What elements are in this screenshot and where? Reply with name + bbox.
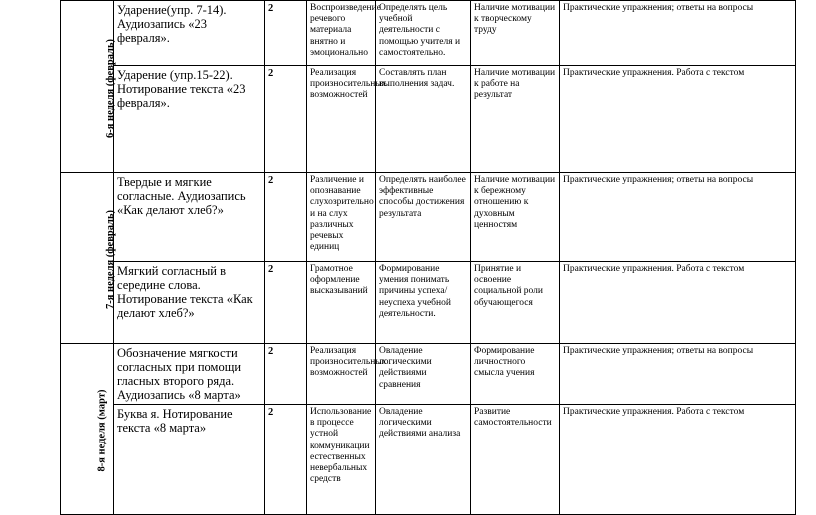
lesson-hours: 2 <box>265 262 307 344</box>
table-row <box>61 344 796 405</box>
regulatory-skills: Овладение логическими действиями сравнения <box>376 344 471 405</box>
speech-skills: Различение и опознавание слухозрительно и на слух различных речевых единиц <box>307 173 376 262</box>
table-row <box>61 1 796 66</box>
personal-results: Наличие мотивации к бережному отношению к духовным ценностям <box>471 173 560 262</box>
week-label: 8-я неделя (март) <box>96 389 108 472</box>
table-row <box>61 173 796 262</box>
week-cell <box>61 173 117 344</box>
lesson-hours: 2 <box>265 405 307 515</box>
activity-type: Практические упражнения; ответы на вопросы <box>560 1 796 66</box>
lesson-hours: 2 <box>265 173 307 262</box>
personal-results: Наличие мотивации к работе на результат <box>471 66 560 173</box>
personal-results: Развитие самостоятельности <box>471 405 560 515</box>
week-label: 6-я неделя (февраль) <box>105 38 117 138</box>
activity-type: Практические упражнения; ответы на вопросы <box>560 344 796 405</box>
speech-skills: Использование в процессе устной коммуникации естественных невербальных средств <box>307 405 376 515</box>
lesson-hours: 2 <box>265 344 307 405</box>
activity-type: Практические упражнения. Работа с текстом <box>560 66 796 173</box>
lesson-theme: Твердые и мягкие согласные. Аудиозапись «Как делают хлеб?» <box>114 173 265 262</box>
personal-results: Принятие и освоение социальной роли обучающегося <box>471 262 560 344</box>
lesson-plan-table <box>60 0 796 515</box>
speech-skills: Воспроизведение речевого материала внятно и эмоционально <box>307 1 376 66</box>
week-cell <box>61 344 114 515</box>
personal-results: Формирование личностного смысла учения <box>471 344 560 405</box>
activity-type: Практические упражнения. Работа с текстом <box>560 262 796 344</box>
regulatory-skills: Формирование умения понимать причины успеха/неуспеха учебной деятельности. <box>376 262 471 344</box>
week-label: 7-я неделя (февраль) <box>105 209 117 310</box>
activity-type: Практические упражнения; ответы на вопросы <box>560 173 796 262</box>
speech-skills: Реализация произносительных возможностей <box>307 66 376 173</box>
lesson-theme: Ударение(упр. 7-14). Аудиозапись «23 февраля». <box>114 1 265 66</box>
activity-type: Практические упражнения. Работа с текстом <box>560 405 796 515</box>
lesson-hours: 2 <box>265 66 307 173</box>
personal-results: Наличие мотивации к творческому труду <box>471 1 560 66</box>
table-row <box>61 405 796 515</box>
regulatory-skills: Овладение логическими действиями анализа <box>376 405 471 515</box>
speech-skills: Реализация произносительных возможностей <box>307 344 376 405</box>
regulatory-skills: Составлять план выполнения задач. <box>376 66 471 173</box>
table-row <box>61 66 796 173</box>
speech-skills: Грамотное оформление высказываний <box>307 262 376 344</box>
lesson-theme: Ударение (упр.15-22). Нотирование текста «23 февраля». <box>114 66 265 173</box>
regulatory-skills: Определять наиболее эффективные способы достижения результата <box>376 173 471 262</box>
regulatory-skills: Определять цель учебной деятельности с помощью учителя и самостоятельно. <box>376 1 471 66</box>
week-cell <box>61 1 117 173</box>
lesson-theme: Обозначение мягкости согласных при помощи гласных второго ряда. Аудиозапись «8 марта» <box>114 344 265 405</box>
lesson-theme: Буква я. Нотирование текста «8 марта» <box>114 405 265 515</box>
lesson-hours: 2 <box>265 1 307 66</box>
table-row <box>61 262 796 344</box>
lesson-theme: Мягкий согласный в середине слова. Нотирование текста «Как делают хлеб?» <box>114 262 265 344</box>
